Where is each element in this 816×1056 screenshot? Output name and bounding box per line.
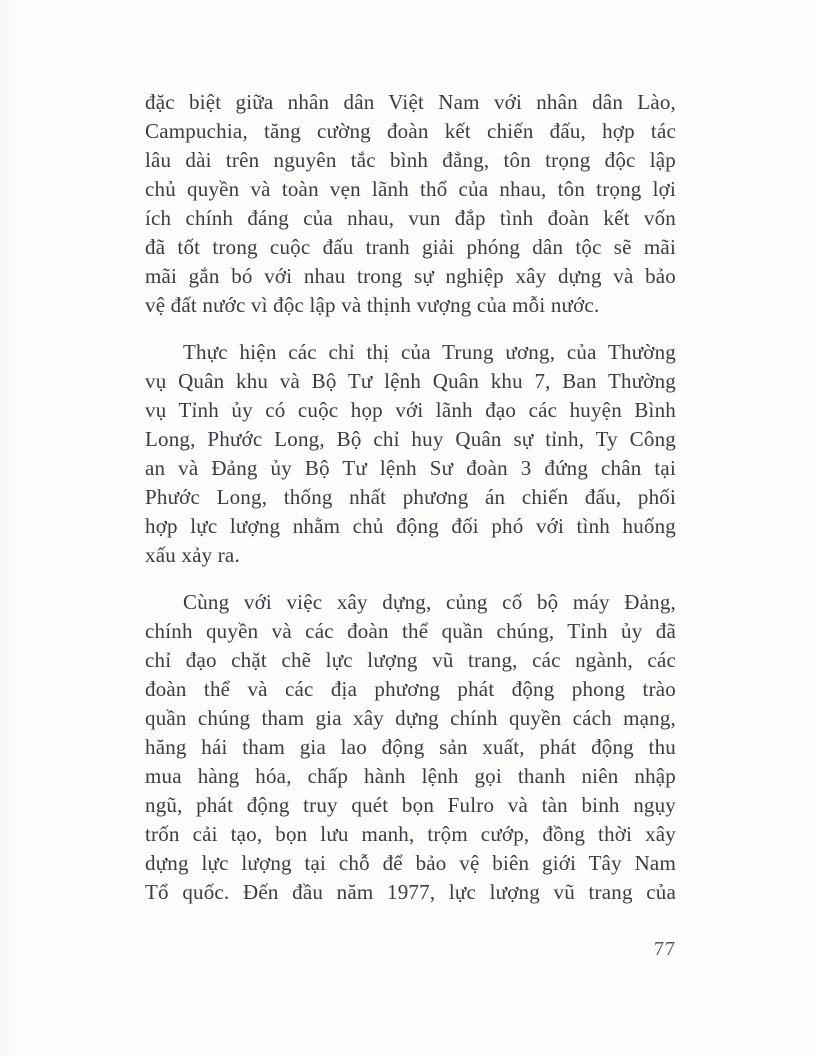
text-line: mua hàng hóa, chấp hành lệnh gọi thanh niên nhập [145, 764, 676, 788]
paragraph [145, 588, 676, 907]
text-line: hăng hái tham gia lao động sản xuất, phát động thu [145, 735, 676, 759]
text-line: vụ Quân khu và Bộ Tư lệnh Quân khu 7, Ban Thường [145, 369, 676, 393]
text-line: Thực hiện các chỉ thị của Trung ương, của Thường [183, 340, 676, 364]
text-line: đã tốt trong cuộc đấu tranh giải phóng dân tộc sẽ mãi [145, 235, 676, 259]
text-line: Campuchia, tăng cường đoàn kết chiến đấu, hợp tác [145, 119, 676, 143]
text-line: mãi gắn bó với nhau trong sự nghiệp xây dựng và bảo [145, 264, 676, 288]
text-line: vụ Tỉnh ủy có cuộc họp với lãnh đạo các huyện Bình [145, 398, 676, 422]
paragraph [145, 88, 676, 320]
text-line: Phước Long, thống nhất phương án chiến đấu, phối [145, 485, 676, 509]
text-line: dựng lực lượng tại chỗ để bảo vệ biên giới Tây Nam [145, 851, 676, 875]
text-line: xấu xảy ra. [145, 543, 240, 567]
text-line: an và Đảng ủy Bộ Tư lệnh Sư đoàn 3 đứng chân tại [145, 456, 676, 480]
text-line: đặc biệt giữa nhân dân Việt Nam với nhân dân Lào, [145, 90, 676, 114]
text-line: ích chính đáng của nhau, vun đắp tình đoàn kết vốn [145, 206, 676, 230]
text-line: Long, Phước Long, Bộ chỉ huy Quân sự tỉnh, Ty Công [145, 427, 676, 451]
text-line: ngũ, phát động truy quét bọn Fulro và tàn binh ngụy [145, 793, 676, 817]
text-block [145, 88, 676, 907]
text-line: vệ đất nước vì độc lập và thịnh vượng của mỗi nước. [145, 293, 600, 317]
text-line: hợp lực lượng nhằm chủ động đối phó với tình huống [145, 514, 676, 538]
text-line: Cùng với việc xây dựng, củng cố bộ máy Đảng, [183, 590, 676, 614]
text-line: quần chúng tham gia xây dựng chính quyền cách mạng, [145, 706, 676, 730]
text-line: chỉ đạo chặt chẽ lực lượng vũ trang, các ngành, các [145, 648, 676, 672]
text-line: đoàn thể và các địa phương phát động phong trào [145, 677, 676, 701]
text-line: trốn cải tạo, bọn lưu manh, trộm cướp, đồng thời xây [145, 822, 676, 846]
paragraph [145, 338, 676, 570]
text-line: Tổ quốc. Đến đầu năm 1977, lực lượng vũ trang của [145, 880, 676, 904]
text-line: lâu dài trên nguyên tắc bình đẳng, tôn trọng độc lập [145, 148, 676, 172]
text-line: chính quyền và các đoàn thể quần chúng, Tỉnh ủy đã [145, 619, 676, 643]
page-number: 77 [654, 938, 676, 960]
text-line: chủ quyền và toàn vẹn lãnh thổ của nhau, tôn trọng lợi [145, 177, 676, 201]
